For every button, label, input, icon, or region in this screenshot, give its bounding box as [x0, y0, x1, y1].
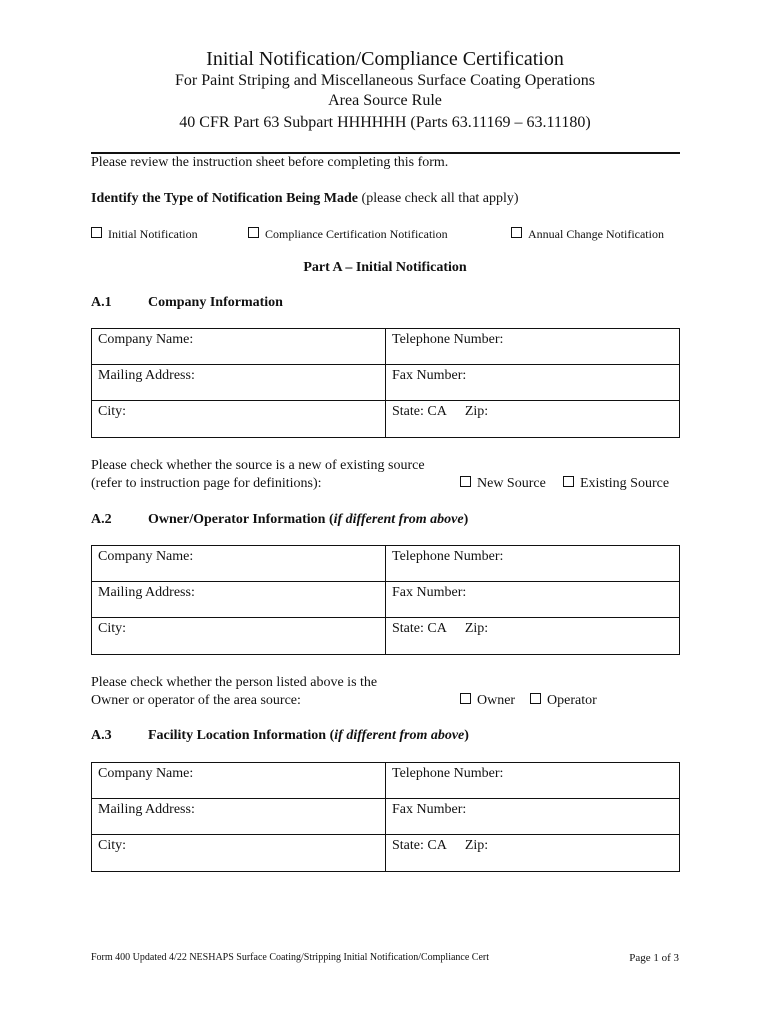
- compliance-certification-checkbox[interactable]: [248, 227, 448, 242]
- field-label: Mailing Address:: [98, 802, 195, 817]
- state-zip-field[interactable]: [386, 618, 680, 655]
- annual-change-checkbox[interactable]: [511, 227, 664, 242]
- section-number: A.2: [91, 512, 112, 527]
- fax-field[interactable]: [386, 799, 680, 835]
- checkbox-icon[interactable]: [530, 693, 541, 704]
- checkbox-label: Existing Source: [580, 476, 670, 491]
- checkbox-label: Annual Change Notification: [528, 227, 664, 241]
- city-field[interactable]: [92, 618, 386, 655]
- section-title-end: ): [463, 512, 469, 527]
- section-title-text: Owner/Operator Information (: [148, 512, 334, 527]
- owner-check-text: Owner or operator of the area source:: [91, 693, 301, 708]
- field-label: Telephone Number:: [392, 766, 504, 781]
- telephone-field[interactable]: [386, 763, 680, 799]
- checkbox-label: Initial Notification: [108, 227, 198, 241]
- checkbox-icon[interactable]: [248, 227, 259, 238]
- checkbox-icon[interactable]: [460, 476, 471, 487]
- facility-location-table: [91, 762, 680, 872]
- field-label: City:: [98, 404, 127, 419]
- company-name-field[interactable]: [92, 546, 386, 582]
- fax-field[interactable]: [386, 365, 680, 401]
- notification-type-heading-bold: Identify the Type of Notification Being Made: [91, 191, 359, 206]
- source-check-text: (refer to instruction page for definitions):: [91, 476, 322, 491]
- field-label: Fax Number:: [392, 585, 467, 600]
- telephone-field[interactable]: [386, 546, 680, 582]
- field-label: Company Name:: [98, 549, 194, 564]
- section-number: A.1: [91, 295, 112, 310]
- state-label: State: CA: [392, 621, 447, 636]
- checkbox-icon[interactable]: [460, 693, 471, 704]
- telephone-field[interactable]: [386, 329, 680, 365]
- owner-operator-table: [91, 545, 680, 655]
- field-label: Company Name:: [98, 766, 194, 781]
- state-zip-field[interactable]: [386, 835, 680, 872]
- field-label: Fax Number:: [392, 802, 467, 817]
- form-subtitle: Area Source Rule: [328, 92, 442, 109]
- state-label: State: CA: [392, 838, 447, 853]
- state-zip-field[interactable]: [386, 401, 680, 438]
- fax-field[interactable]: [386, 582, 680, 618]
- state-label: State: CA: [392, 404, 447, 419]
- mailing-address-field[interactable]: [92, 799, 386, 835]
- field-label: Fax Number:: [392, 368, 467, 383]
- checkbox-icon[interactable]: [511, 227, 522, 238]
- company-name-field[interactable]: [92, 763, 386, 799]
- section-title: Company Information: [148, 295, 283, 310]
- section-title: [148, 512, 468, 528]
- field-label: Telephone Number:: [392, 332, 504, 347]
- field-label: City:: [98, 621, 127, 636]
- operator-checkbox[interactable]: [530, 693, 597, 709]
- field-label: Company Name:: [98, 332, 194, 347]
- section-title-note: if different from above: [334, 728, 465, 743]
- field-label: City:: [98, 838, 127, 853]
- section-number: A.3: [91, 728, 112, 743]
- field-label: Mailing Address:: [98, 368, 195, 383]
- company-info-table: [91, 328, 680, 438]
- mailing-address-field[interactable]: [92, 365, 386, 401]
- checkbox-label: Compliance Certification Notification: [265, 227, 448, 241]
- initial-notification-checkbox[interactable]: [91, 227, 198, 242]
- city-field[interactable]: [92, 835, 386, 872]
- owner-check-text: Please check whether the person listed above is the: [91, 675, 378, 690]
- footer-form-info: Form 400 Updated 4/22 NESHAPS Surface Coating/Stripping Initial Notification/Compliance Cert: [91, 952, 490, 963]
- owner-checkbox[interactable]: [460, 693, 515, 709]
- zip-label: Zip:: [464, 404, 489, 419]
- part-a-title: Part A – Initial Notification: [303, 260, 467, 275]
- field-label: Mailing Address:: [98, 585, 195, 600]
- mailing-address-field[interactable]: [92, 582, 386, 618]
- notification-type-heading: [91, 191, 519, 207]
- checkbox-label: Owner: [477, 693, 516, 708]
- checkbox-label: Operator: [547, 693, 597, 708]
- checkbox-label: New Source: [477, 476, 546, 491]
- notification-type-heading-note: (please check all that apply): [358, 191, 519, 206]
- checkbox-icon[interactable]: [91, 227, 102, 238]
- zip-label: Zip:: [464, 838, 489, 853]
- form-subtitle: 40 CFR Part 63 Subpart HHHHHH (Parts 63.11169 – 63.11180): [179, 114, 591, 131]
- section-title: [148, 728, 469, 744]
- section-title-text: Facility Location Information (: [148, 728, 335, 743]
- zip-label: Zip:: [464, 621, 489, 636]
- section-title-end: ): [464, 728, 469, 743]
- section-title-note: if different from above: [333, 512, 464, 527]
- field-label: Telephone Number:: [392, 549, 504, 564]
- source-check-text: Please check whether the source is a new of existing source: [91, 458, 425, 473]
- company-name-field[interactable]: [92, 329, 386, 365]
- header-divider: [91, 152, 680, 154]
- footer-page-number: Page 1 of 3: [629, 952, 679, 964]
- existing-source-checkbox[interactable]: [563, 476, 669, 492]
- form-title: Initial Notification/Compliance Certification: [206, 48, 564, 70]
- checkbox-icon[interactable]: [563, 476, 574, 487]
- new-source-checkbox[interactable]: [460, 476, 546, 492]
- form-subtitle: For Paint Striping and Miscellaneous Surface Coating Operations: [175, 72, 595, 89]
- instruction-text: Please review the instruction sheet before completing this form.: [91, 155, 449, 170]
- city-field[interactable]: [92, 401, 386, 438]
